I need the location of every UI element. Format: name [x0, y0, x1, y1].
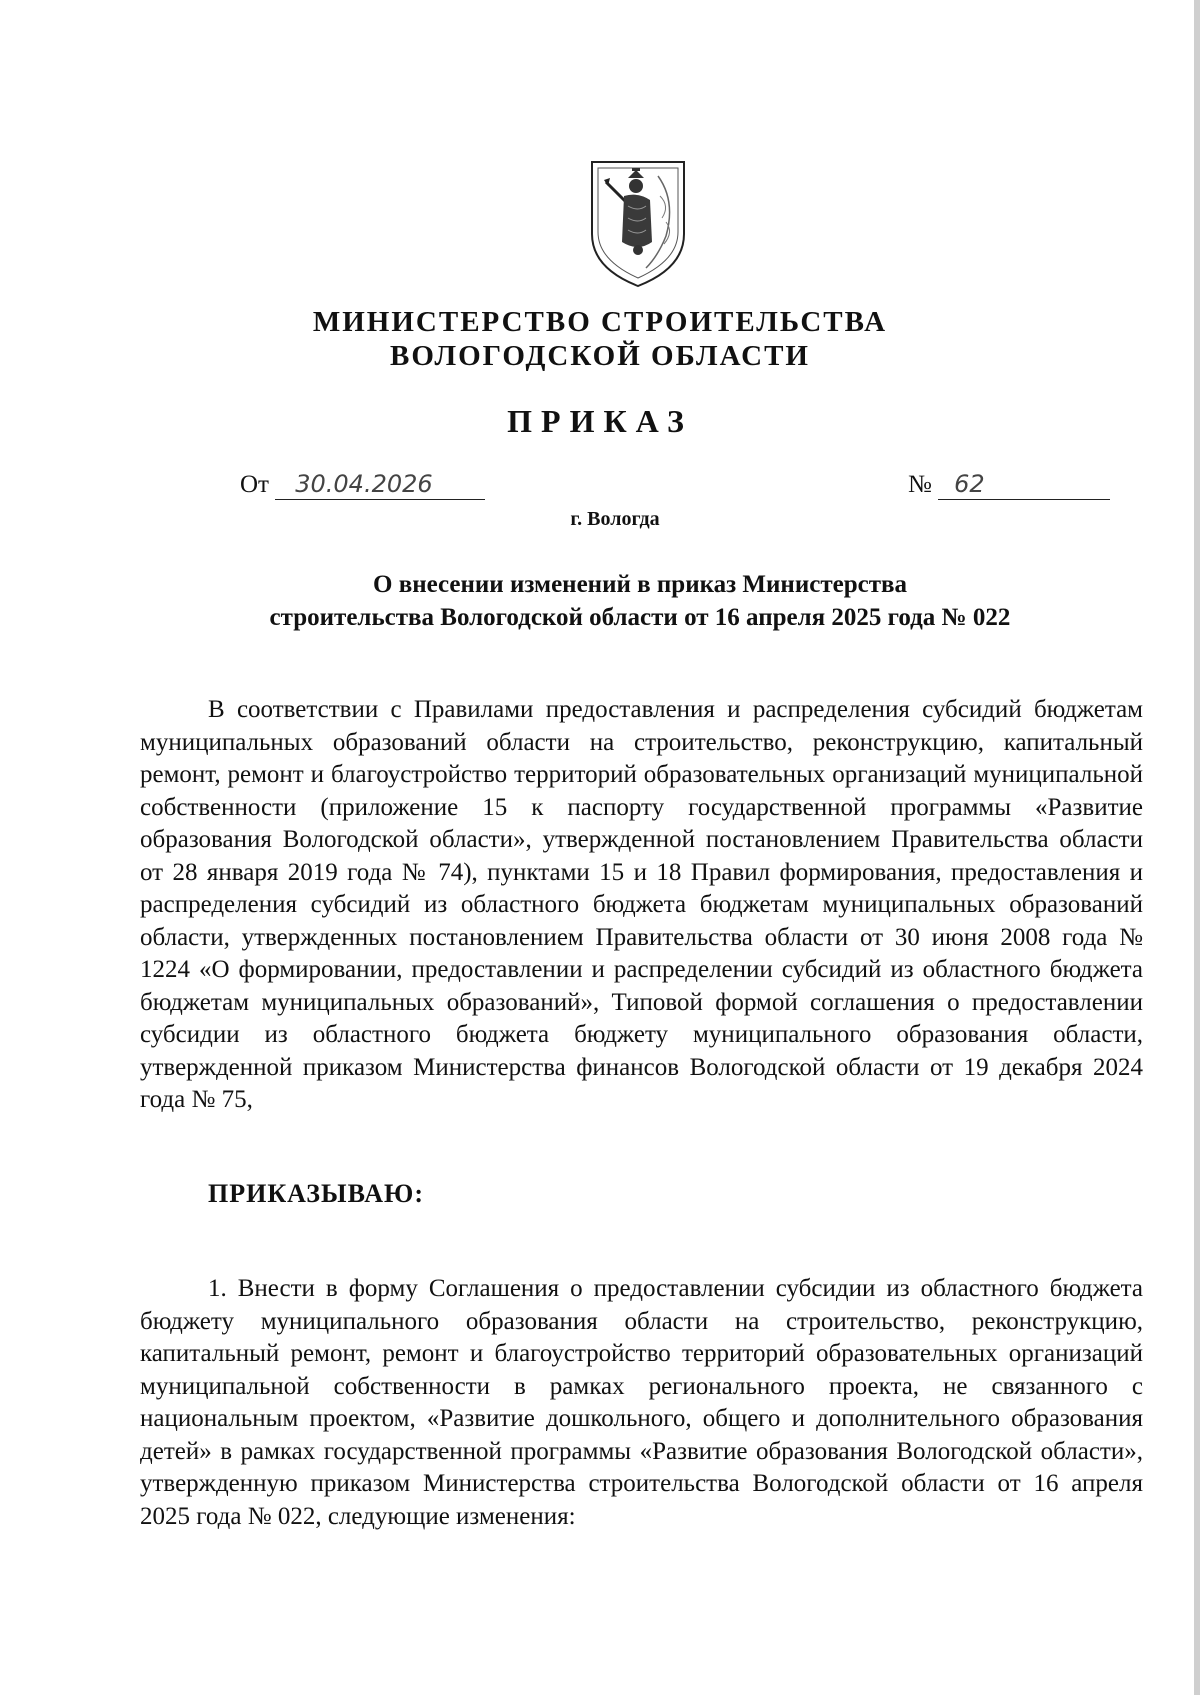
number-field — [908, 470, 1110, 500]
number-value: 62 — [938, 470, 1110, 500]
scan-edge — [1194, 0, 1200, 1695]
subject-line-2: строительства Вологодской области от 16 апреля 2025 года № 022 — [269, 604, 1011, 631]
ministry-line-2: ВОЛОГОДСКОЙ ОБЛАСТИ — [390, 340, 810, 372]
date-value: 30.04.2026 — [275, 470, 485, 500]
number-prefix: № — [908, 471, 932, 498]
preamble-paragraph: В соответствии с Правилами предоставления и распределения субсидий бюджетам муниципальных образований области на строительство, реконструкцию, капитальный ремонт, ремонт и благоустройство территорий образовательных организаций муниципальной собственности (приложение 15 к паспорту государственной программы «Развитие образования Вологодской области», утвержденной постановлением Правительства области от 28 января 2019 года № 74), пунктами 15 и 18 Правил формирования, предоставления и распределения субсидий из областного бюджета бюджетам муниципальных образований области, утвержденных постановлением Правительства области от 30 июня 2008 года № 1224 «О формировании, предоставлении и распределении субсидий из областного бюджета бюджетам муниципальных образований», Типовой формой соглашения о предоставлении субсидии из областного бюджета бюджету муниципального образования области, утвержденной приказом Министерства финансов Вологодской области от 19 декабря 2024 года № 75, — [140, 696, 1143, 1113]
ministry-name — [0, 305, 1200, 373]
coat-of-arms-emblem — [588, 156, 688, 291]
clause-1-paragraph: 1. Внести в форму Соглашения о предоставлении субсидии из областного бюджета бюджету муниципального образования области на строительство, реконструкцию, капитальный ремонт, ремонт и благоустройство территорий образовательных организаций муниципальной собственности в рамках регионального проекта, не связанного с национальным проектом, «Развитие дошкольного, общего и дополнительного образования детей» в рамках государственной программы «Развитие образования Вологодской области», утвержденную приказом Министерства строительства Вологодской области от 16 апреля 2025 года № 022, следующие изменения: — [140, 1275, 1143, 1530]
date-field — [240, 470, 485, 500]
orders-heading: ПРИКАЗЫВАЮ: — [208, 1179, 424, 1208]
ministry-line-1: МИНИСТЕРСТВО СТРОИТЕЛЬСТВА — [312, 306, 888, 338]
subject-line-1: О внесении изменений в приказ Министерства — [373, 571, 907, 598]
city-label: г. Вологда — [570, 508, 660, 530]
order-subject — [140, 568, 1140, 634]
date-prefix: От — [240, 471, 269, 498]
document-type-title: ПРИКАЗ — [507, 403, 693, 439]
